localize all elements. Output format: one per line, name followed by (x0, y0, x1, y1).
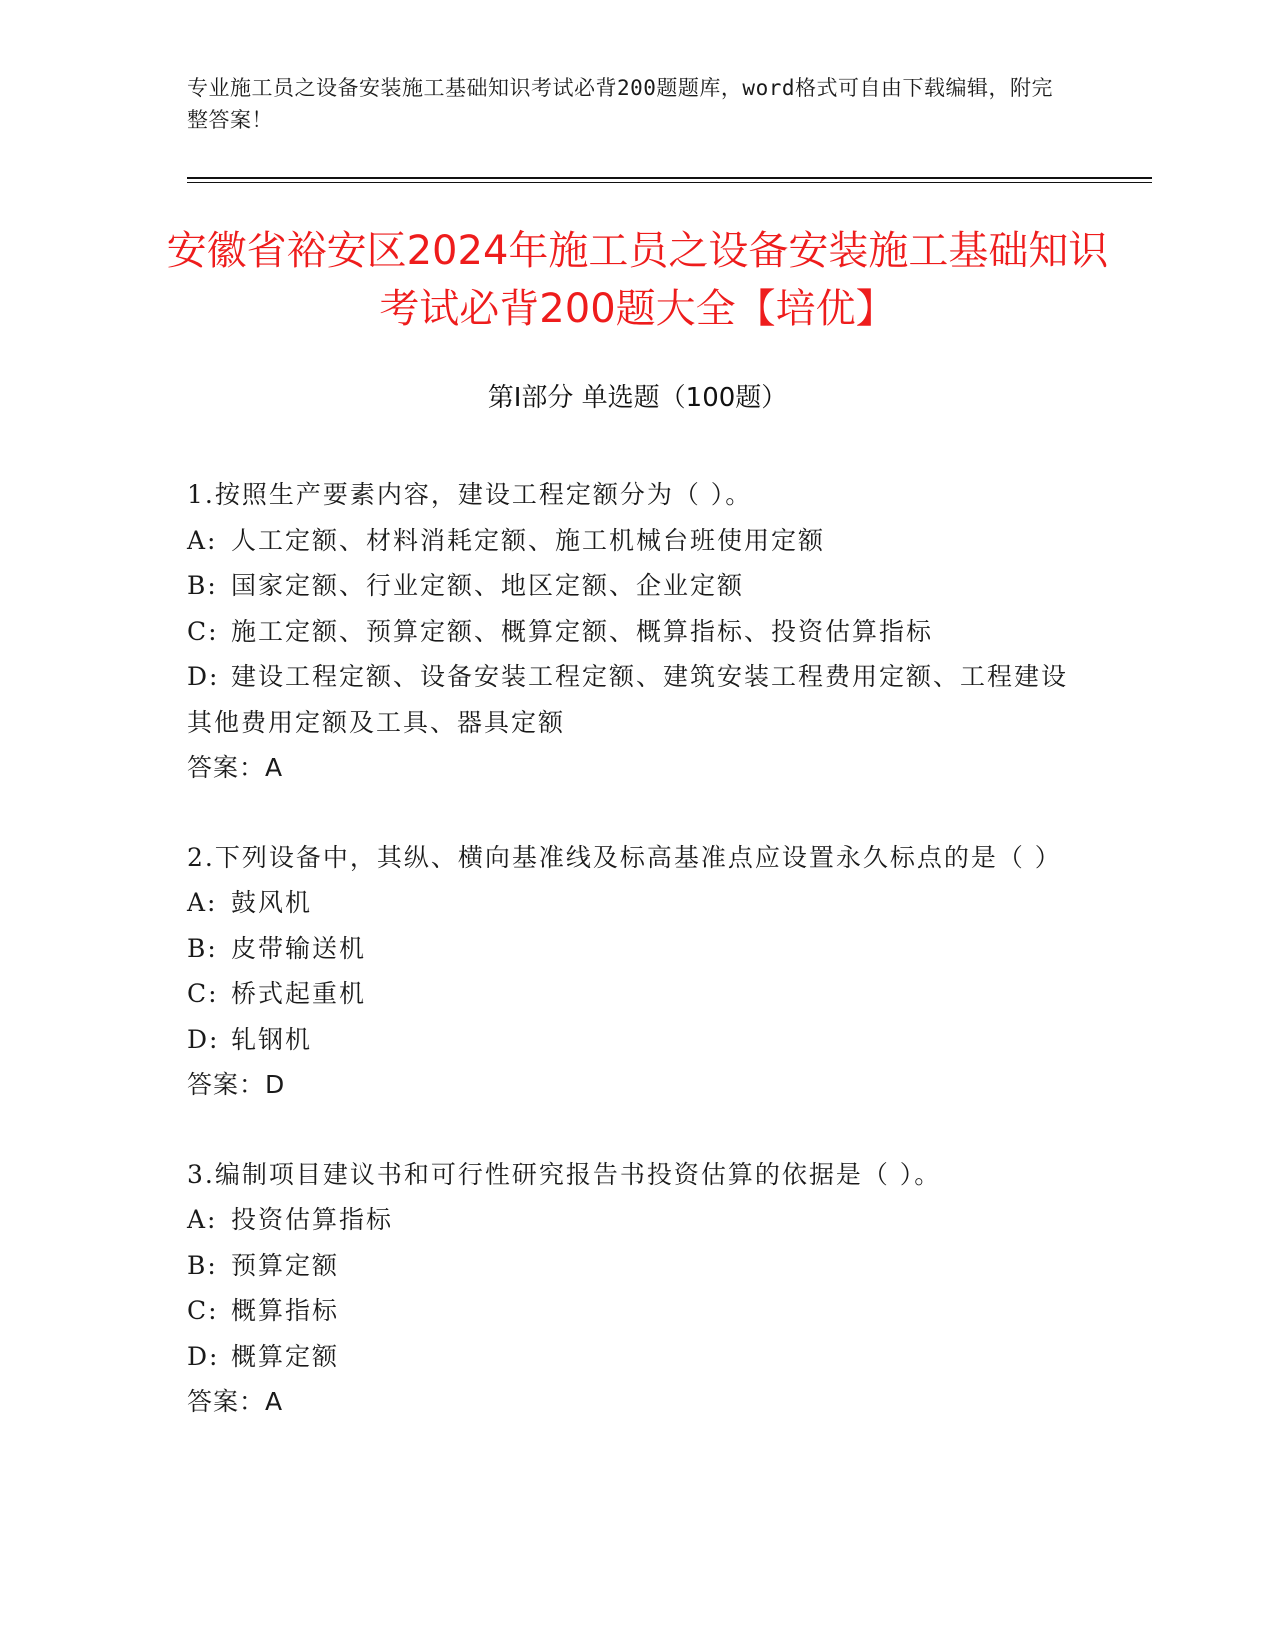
option-letter: C: (187, 1296, 219, 1325)
answer-line: 答案：A (187, 1387, 284, 1416)
option-text: 施工定额、预算定额、概算定额、概算指标、投资估算指标 (231, 616, 934, 646)
option-letter: D: (187, 1341, 220, 1371)
option-text: 国家定额、行业定额、地区定额、企业定额 (231, 571, 745, 600)
option-b (187, 563, 1087, 609)
question-stem: 1.按照生产要素内容，建设工程定额分为（ ）。 (187, 480, 753, 509)
option-letter: A: (187, 1205, 218, 1234)
option-a (187, 1197, 1087, 1243)
option-letter: C: (187, 616, 219, 646)
option-letter: B: (187, 1250, 218, 1280)
option-d (187, 654, 1087, 745)
option-a (187, 518, 1087, 564)
option-letter: A: (187, 888, 218, 917)
document-title: 安徽省裕安区2024年施工员之设备安装施工基础知识考试必背200题大全【培优】 (166, 228, 1109, 332)
option-letter: D: (187, 662, 220, 691)
answer-line: 答案：D (187, 1070, 286, 1099)
option-text: 概算指标 (231, 1296, 340, 1325)
option-text: 预算定额 (231, 1250, 340, 1280)
option-text: 建设工程定额、设备安装工程定额、建筑安装工程费用定额、工程建设其他费用定额及工具、器具定额 (187, 662, 1069, 737)
option-letter: C: (187, 979, 219, 1008)
header-divider-thick (187, 177, 1152, 179)
question-2 (187, 835, 1087, 1108)
option-letter: B: (187, 571, 218, 600)
answer-line: 答案：A (187, 753, 284, 782)
question-stem: 3.编制项目建议书和可行性研究报告书投资估算的依据是（ ）。 (187, 1159, 942, 1189)
option-text: 轧钢机 (231, 1024, 313, 1054)
option-c (187, 609, 1087, 655)
option-b (187, 1243, 1087, 1289)
section-heading: 第Ⅰ部分 单选题（100题） (487, 383, 788, 413)
option-c (187, 971, 1087, 1017)
question-1 (187, 472, 1087, 791)
option-a (187, 880, 1087, 926)
option-text: 皮带输送机 (231, 933, 367, 963)
option-letter: D: (187, 1024, 220, 1054)
option-letter: B: (187, 933, 218, 963)
option-text: 人工定额、材料消耗定额、施工机械台班使用定额 (231, 525, 826, 555)
option-text: 投资估算指标 (231, 1205, 394, 1234)
option-text: 鼓风机 (231, 888, 313, 917)
option-c (187, 1288, 1087, 1334)
question-list (187, 472, 1087, 1469)
question-stem: 2.下列设备中，其纵、横向基准线及标高基准点应设置永久标点的是（ ） (187, 842, 1062, 872)
option-b (187, 926, 1087, 972)
header-note: 专业施工员之设备安装施工基础知识考试必背200题题库，word格式可自由下载编辑，附完整答案！ (187, 76, 1053, 132)
question-3 (187, 1152, 1087, 1425)
option-d (187, 1334, 1087, 1380)
header-divider-thin (187, 182, 1152, 183)
option-letter: A: (187, 525, 218, 555)
option-text: 桥式起重机 (231, 979, 367, 1008)
option-text: 概算定额 (231, 1341, 340, 1371)
option-d (187, 1017, 1087, 1063)
